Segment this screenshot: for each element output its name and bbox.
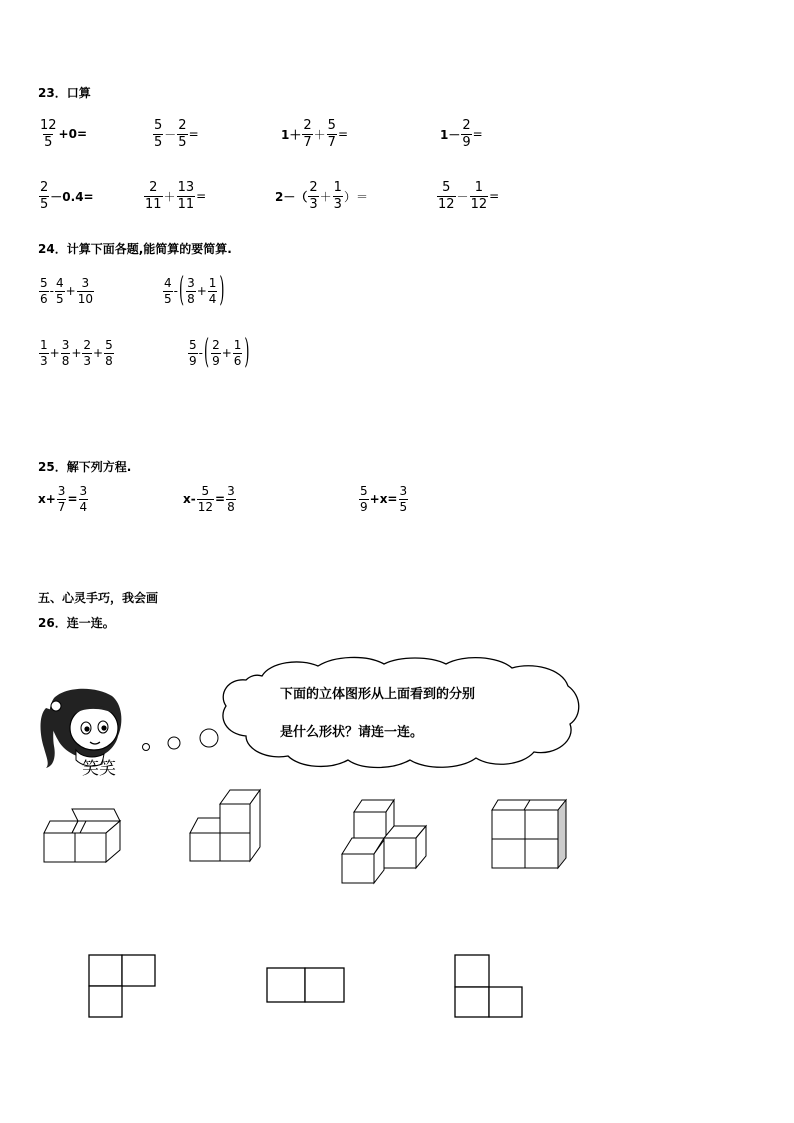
girl-label: 笑笑 [82,759,116,779]
q24-expr-d: $\frac{5}{9}$ - ( $\frac{2}{9}$ + $\frac{1}{6}$ ) [189,333,250,373]
q23-expr-2: $\frac{5}{5}$ － $\frac{2}{5}$ = [154,118,199,150]
q24-title: 24．计算下面各题,能简算的要简算. [38,242,232,256]
top-view-1 [88,954,158,1018]
q25-title: 25．解下列方程. [38,460,132,474]
top-view-2 [266,967,346,1003]
q23-expr-4: 1－ $\frac{2}{9}$ = [440,118,483,150]
cloud-text-line2: 是什么形状？请连一连。 [280,725,424,740]
q23-expr-1: $\frac{12}{5}$ +0= [40,118,88,150]
q23-title: 23．口算 [38,86,91,100]
q23-expr-3: 1＋ $\frac{2}{7}$ ＋ $\frac{5}{7}$ = [281,118,348,150]
q25-eq-c: $\frac{5}{9}$ +x= $\frac{3}{5}$ [360,484,408,514]
q24-expr-b: $\frac{4}{5}$ - ( $\frac{3}{8}$ + $\frac{1}{4}$ ) [164,271,225,311]
q23-expr-8: $\frac{5}{12}$ － $\frac{1}{12}$ = [438,180,500,212]
q24-expr-c: $\frac{1}{3}$ + $\frac{3}{8}$ + $\frac{2}{3}$ + $\frac{5}{8}$ [40,338,113,368]
q23-expr-6: $\frac{2}{11}$ ＋ $\frac{13}{11}$ = [145,180,207,212]
solid-figure-4 [492,800,568,870]
thought-dots [140,726,224,754]
q23-expr-7: 2－（ $\frac{2}{3}$ ＋ $\frac{1}{3}$ ）＝ [275,180,368,212]
cloud-text-line1: 下面的立体图形从上面看到的分别 [280,687,476,702]
solid-figure-3 [338,800,428,884]
q25-eq-a: x+ $\frac{3}{7}$ = $\frac{3}{4}$ [38,484,88,514]
section5-title: 五、心灵手巧，我会画 [38,591,159,605]
speech-cloud [216,654,584,772]
q26-title: 26．连一连。 [38,616,115,630]
q24-expr-a: $\frac{5}{6}$ - $\frac{4}{5}$ + $\frac{3}{10}$ [40,276,93,306]
top-view-3 [454,954,524,1018]
solid-figure-2 [188,790,264,862]
q25-eq-b: x- $\frac{5}{12}$ = $\frac{3}{8}$ [183,484,235,514]
q23-expr-5: $\frac{2}{5}$ －0.4= [40,180,94,212]
solid-figure-1 [44,809,124,863]
